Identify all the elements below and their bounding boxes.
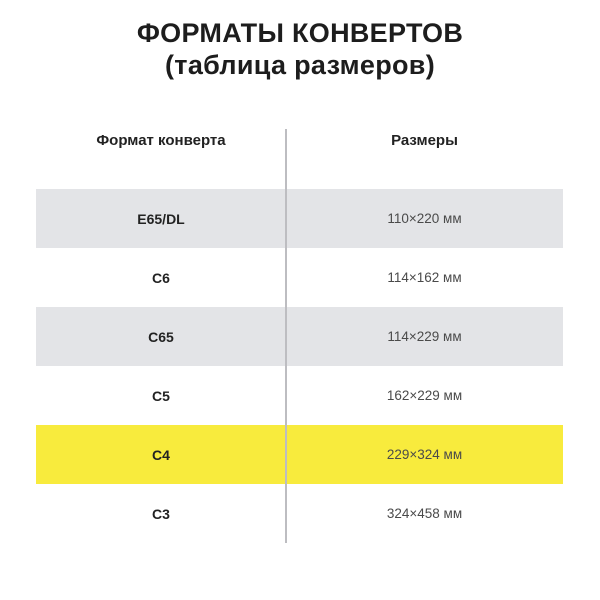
table-row <box>36 366 563 425</box>
format-cell: C5 <box>152 387 170 404</box>
table-row <box>36 189 563 248</box>
format-cell: C6 <box>152 269 170 286</box>
size-cell: 110×220 мм <box>387 211 462 226</box>
column-header-sizes: Размеры <box>391 131 458 149</box>
table-row <box>36 425 563 484</box>
size-cell: 162×229 мм <box>386 388 463 403</box>
column-header-format: Формат конверта <box>96 131 226 149</box>
size-cell: 114×229 мм <box>387 329 462 344</box>
table-rows <box>36 189 563 543</box>
format-cell: C4 <box>152 446 170 463</box>
size-cell: 229×324 мм <box>386 447 463 462</box>
table-header-row <box>36 120 563 160</box>
size-cell: 324×458 мм <box>386 506 463 521</box>
table-row <box>36 248 563 307</box>
page-title <box>0 17 600 81</box>
title-line-1: ФОРМАТЫ КОНВЕРТОВ <box>136 18 464 48</box>
table-row <box>36 307 563 366</box>
format-cell: C65 <box>148 328 174 345</box>
format-cell: E65/DL <box>137 210 185 227</box>
size-cell: 114×162 мм <box>387 270 462 285</box>
envelope-size-table <box>36 120 563 543</box>
table-row <box>36 484 563 543</box>
format-cell: C3 <box>152 505 170 522</box>
column-divider-line <box>285 129 287 543</box>
title-line-2: (таблица размеров) <box>165 50 435 80</box>
